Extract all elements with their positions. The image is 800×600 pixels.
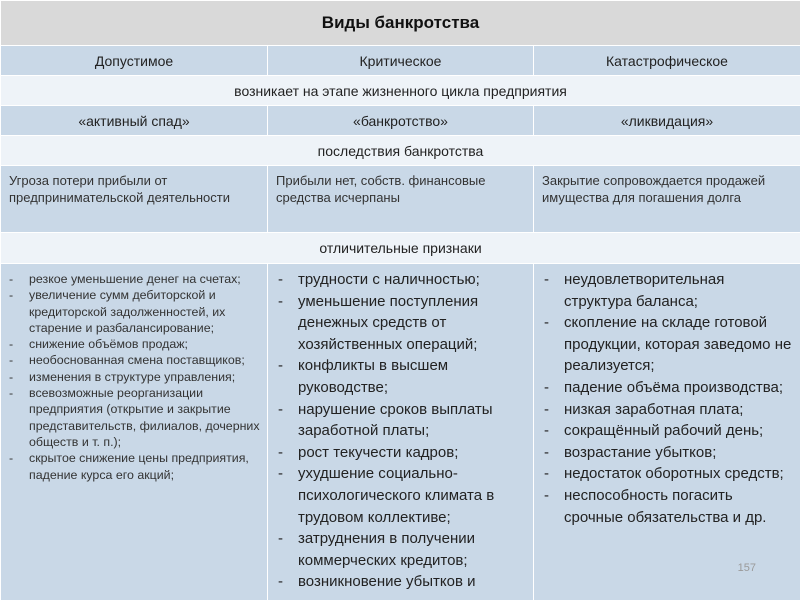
list-item bbox=[9, 450, 261, 483]
list-item bbox=[544, 312, 794, 377]
list-item bbox=[9, 287, 261, 336]
consequence-critical: Прибыли нет, собств. финансовые средства исчерпаны bbox=[268, 166, 534, 233]
consequences-row-label: последствия банкротства bbox=[1, 136, 800, 166]
title-row bbox=[1, 1, 800, 46]
list-marker: - bbox=[9, 451, 14, 466]
list-item bbox=[278, 291, 527, 356]
features-list-catastrophic bbox=[534, 264, 800, 528]
list-item bbox=[278, 463, 527, 528]
features-row-label: отличительные признаки bbox=[1, 233, 800, 264]
features-acceptable-cell bbox=[1, 264, 268, 600]
stage-row-label: возникает на этапе жизненного цикла предприятия bbox=[1, 76, 800, 106]
list-item-text: низкая заработная плата; bbox=[564, 400, 744, 418]
list-marker: - bbox=[544, 486, 549, 504]
list-item-text: сокращённый рабочий день; bbox=[564, 422, 764, 440]
list-marker: - bbox=[278, 292, 283, 310]
list-marker: - bbox=[544, 314, 549, 332]
list-item bbox=[278, 571, 527, 593]
features-row bbox=[1, 264, 800, 600]
list-item-text: скопление на складе готовой продукции, которая заведомо не реализуется; bbox=[564, 314, 792, 375]
list-marker: - bbox=[544, 271, 549, 288]
list-item-text: ухудшение социально-психологического климата в трудовом коллективе; bbox=[298, 465, 495, 526]
header-row bbox=[1, 46, 800, 76]
list-item bbox=[544, 463, 794, 485]
list-marker: - bbox=[278, 465, 283, 483]
list-item bbox=[278, 355, 527, 398]
list-marker: - bbox=[544, 400, 549, 418]
list-item-text: изменения в структуре управления; bbox=[29, 369, 236, 384]
list-item-text: возникновение убытков и bbox=[298, 573, 476, 591]
list-marker: - bbox=[9, 288, 14, 303]
list-marker: - bbox=[9, 386, 14, 401]
features-label-row bbox=[1, 233, 800, 264]
list-item bbox=[9, 271, 261, 287]
list-item-text: неудовлетворительная структура баланса; bbox=[564, 271, 725, 310]
list-marker: - bbox=[278, 573, 283, 591]
features-list-critical bbox=[268, 264, 533, 593]
list-item-text: необоснованная смена поставщиков; bbox=[29, 353, 245, 368]
list-item bbox=[9, 336, 261, 352]
list-item bbox=[544, 377, 794, 399]
list-marker: - bbox=[9, 272, 14, 286]
consequence-acceptable: Угроза потери прибыли от предпринимательской деятельности bbox=[1, 166, 268, 233]
list-marker: - bbox=[9, 369, 14, 384]
list-marker: - bbox=[278, 443, 283, 461]
stage-label-row bbox=[1, 76, 800, 106]
list-marker: - bbox=[278, 530, 283, 548]
list-item-text: снижение объёмов продаж; bbox=[29, 337, 188, 352]
column-header-critical: Критическое bbox=[268, 46, 534, 76]
list-item bbox=[9, 369, 261, 385]
list-item-text: резкое уменьшение денег на счетах; bbox=[29, 272, 241, 286]
list-item-text: конфликты в высшем руководстве; bbox=[298, 357, 449, 396]
list-item bbox=[544, 399, 794, 421]
list-item-text: затруднения в получении коммерческих кредитов; bbox=[298, 530, 475, 569]
list-marker: - bbox=[544, 443, 549, 461]
stage-acceptable: «активный спад» bbox=[1, 106, 268, 136]
list-item bbox=[278, 442, 527, 464]
list-marker: - bbox=[278, 357, 283, 375]
list-item bbox=[544, 269, 794, 312]
list-item-text: неспособность погасить срочные обязательства и др. bbox=[564, 486, 767, 526]
consequences-label-row bbox=[1, 136, 800, 166]
list-item-text: нарушение сроков выплаты заработной платы; bbox=[298, 400, 493, 440]
list-item bbox=[278, 528, 527, 571]
column-header-acceptable: Допустимое bbox=[1, 46, 268, 76]
stage-critical: «банкротство» bbox=[268, 106, 534, 136]
list-item-text: увеличение сумм дебиторской и кредиторской задолженностей, их старение и разбалансирование; bbox=[29, 288, 226, 335]
list-item-text: возрастание убытков; bbox=[564, 443, 717, 461]
list-item-text: падение объёма производства; bbox=[564, 378, 784, 396]
consequences-row bbox=[1, 166, 800, 233]
list-item-text: недостаток оборотных средств; bbox=[564, 465, 784, 483]
list-item bbox=[9, 385, 261, 450]
page-number: 157 bbox=[737, 562, 756, 574]
table-title: Виды банкротства bbox=[1, 1, 800, 46]
list-item bbox=[278, 399, 527, 442]
list-marker: - bbox=[544, 422, 549, 440]
list-marker: - bbox=[278, 400, 283, 418]
features-critical-cell bbox=[268, 264, 534, 600]
consequence-catastrophic: Закрытие сопровождается продажей имущества для погашения долга bbox=[534, 166, 800, 233]
features-list-acceptable bbox=[1, 264, 267, 483]
column-header-catastrophic: Катастрофическое bbox=[534, 46, 800, 76]
list-item-text: трудности с наличностью; bbox=[298, 271, 480, 288]
list-marker: - bbox=[9, 353, 14, 368]
list-item-text: скрытое снижение цены предприятия, падение курса его акций; bbox=[29, 451, 249, 482]
list-item-text: уменьшение поступления денежных средств от хозяйственных операций; bbox=[298, 292, 479, 353]
list-marker: - bbox=[544, 465, 549, 483]
features-catastrophic-cell bbox=[534, 264, 800, 600]
list-item bbox=[9, 352, 261, 368]
list-item-text: всевозможные реорганизации предприятия (открытие и закрытие представительств, филиалов, дочерних обществ и т. п.); bbox=[29, 386, 260, 449]
list-item bbox=[544, 420, 794, 442]
list-item bbox=[278, 269, 527, 291]
list-item bbox=[544, 485, 794, 528]
stage-row bbox=[1, 106, 800, 136]
list-item-text: рост текучести кадров; bbox=[298, 443, 459, 461]
list-marker: - bbox=[278, 271, 283, 288]
list-marker: - bbox=[9, 337, 14, 352]
list-item bbox=[544, 442, 794, 464]
list-marker: - bbox=[544, 378, 549, 396]
stage-catastrophic: «ликвидация» bbox=[534, 106, 800, 136]
